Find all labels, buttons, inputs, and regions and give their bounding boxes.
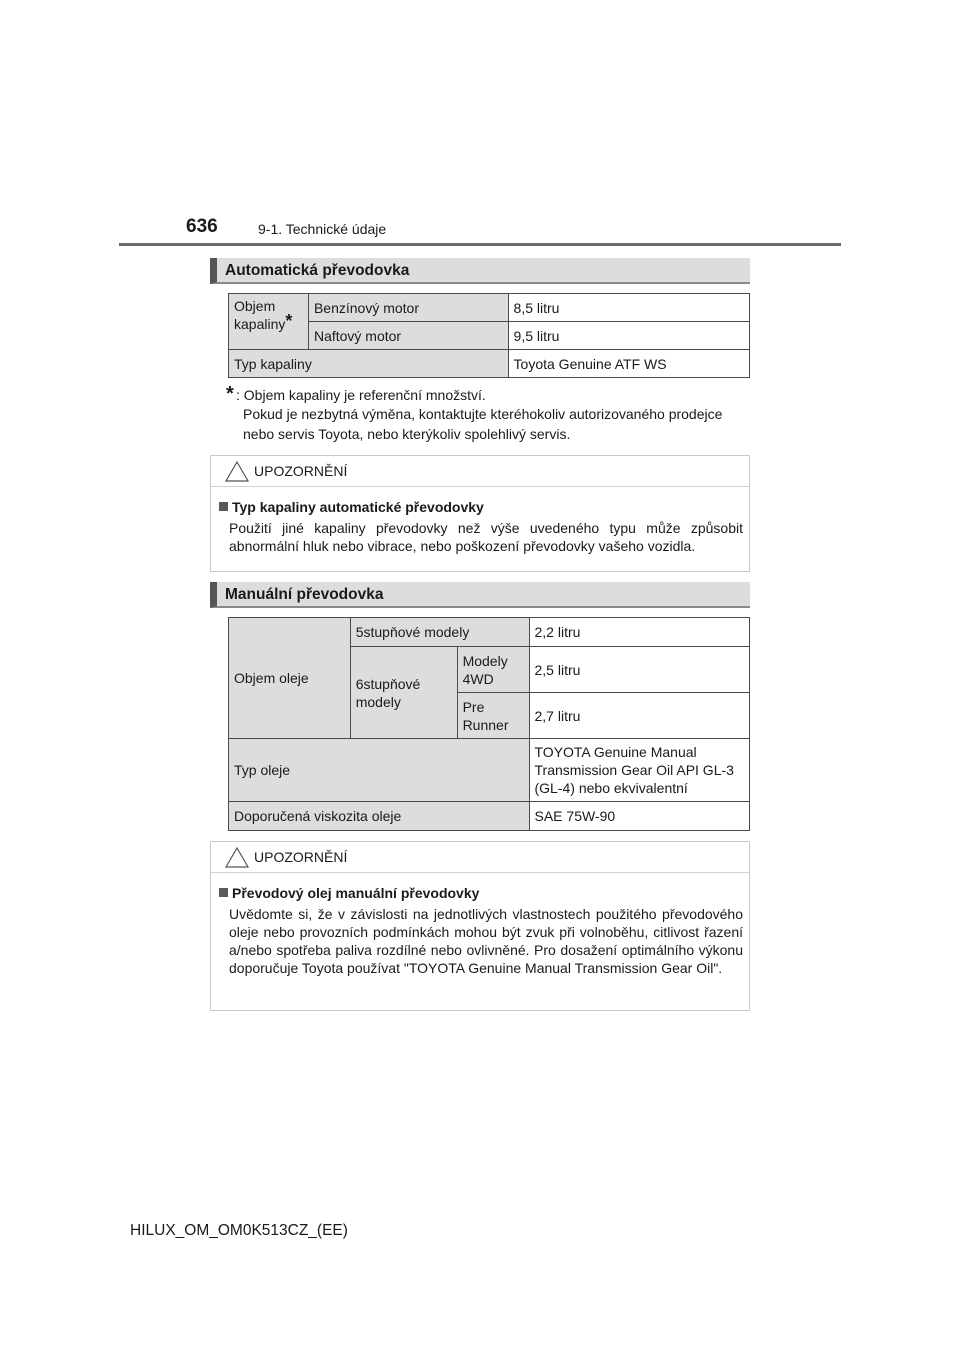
engine-value: 9,5 litru	[508, 322, 749, 350]
footnote-line: Pokud je nezbytná výměna, kontaktujte kteréhokoliv autorizovaného prodejce	[243, 406, 723, 422]
document-code: HILUX_OM_OM0K513CZ_(EE)	[130, 1222, 348, 1239]
caution-box	[210, 841, 750, 1011]
section-title: Manuální převodovka	[225, 586, 384, 603]
five-speed-value: 2,2 litru	[529, 618, 750, 647]
footnote-line: nebo servis Toyota, nebo kterýkoliv spolehlivý servis.	[243, 426, 571, 442]
five-speed-label: 5stupňové modely	[350, 618, 529, 647]
footnote-marker: *	[285, 311, 293, 331]
footnote-star: *	[226, 383, 234, 405]
caution-subtitle	[219, 885, 479, 901]
caution-box	[210, 455, 750, 572]
caution-subtitle-text: Typ kapaliny automatické převodovky	[232, 499, 484, 515]
manual-spec-table	[228, 617, 750, 831]
warning-triangle-icon	[225, 846, 249, 868]
caution-body: Použití jiné kapaliny převodovky než výše uvedeného typu může způsobit abnormální hluk nebo vibrace, nebo poškození převodovky vašeho vozidla.	[229, 520, 743, 554]
section-title: Automatická převodovka	[225, 262, 410, 279]
six-speed-prerunner-label: Pre Runner	[457, 693, 529, 739]
six-speed-label: 6stupňové modely	[350, 647, 457, 739]
automatic-spec-table	[228, 293, 750, 378]
chapter-title: 9-1. Technické údaje	[258, 221, 387, 237]
capacity-label: Objem kapaliny	[234, 298, 286, 332]
section-heading-automatic	[210, 258, 750, 284]
viscosity-label: Doporučená viskozita oleje	[229, 802, 530, 831]
capacity-label-cell	[229, 294, 309, 350]
header-divider	[119, 243, 841, 246]
oil-type-value: TOYOTA Genuine Manual Transmission Gear Oil API GL-3 (GL-4) nebo ekvivalentní	[529, 739, 750, 802]
six-speed-4wd-value: 2,5 litru	[529, 647, 750, 693]
caution-header	[211, 456, 749, 487]
oil-volume-label: Objem oleje	[229, 618, 351, 739]
six-speed-prerunner-value: 2,7 litru	[529, 693, 750, 739]
square-bullet-icon	[219, 502, 228, 511]
fluid-type-label: Typ kapaliny	[229, 350, 509, 378]
viscosity-value: SAE 75W-90	[529, 802, 750, 831]
fluid-type-value: Toyota Genuine ATF WS	[508, 350, 749, 378]
caution-label: UPOZORNĚNÍ	[254, 463, 348, 479]
engine-value: 8,5 litru	[508, 294, 749, 322]
oil-type-label: Typ oleje	[229, 739, 530, 802]
caution-body: Uvědomte si, že v závislosti na jednotlivých vlastnostech použitého převodového oleje nebo provozních podmínkách mohou být zvuk při volnoběhu, citlivost řazení a/nebo spotřeba paliva rozdílné nebo ovlivněné. Pro dosažení optimálního výkonu doporučuje Toyota používat "TOYOTA Genuine Manual Transmission Gear Oil".	[229, 906, 743, 976]
page-number: 636	[186, 216, 218, 237]
six-speed-4wd-label: Modely 4WD	[457, 647, 529, 693]
caution-subtitle-text: Převodový olej manuální převodovky	[232, 885, 480, 901]
section-heading-manual	[210, 582, 750, 608]
square-bullet-icon	[219, 888, 228, 897]
caution-subtitle	[219, 499, 484, 515]
engine-label: Naftový motor	[308, 322, 508, 350]
caution-header	[211, 842, 749, 873]
footnote-line: : Objem kapaliny je referenční množství.	[236, 387, 486, 403]
caution-label: UPOZORNĚNÍ	[254, 849, 348, 865]
engine-label: Benzínový motor	[308, 294, 508, 322]
warning-triangle-icon	[225, 460, 249, 482]
